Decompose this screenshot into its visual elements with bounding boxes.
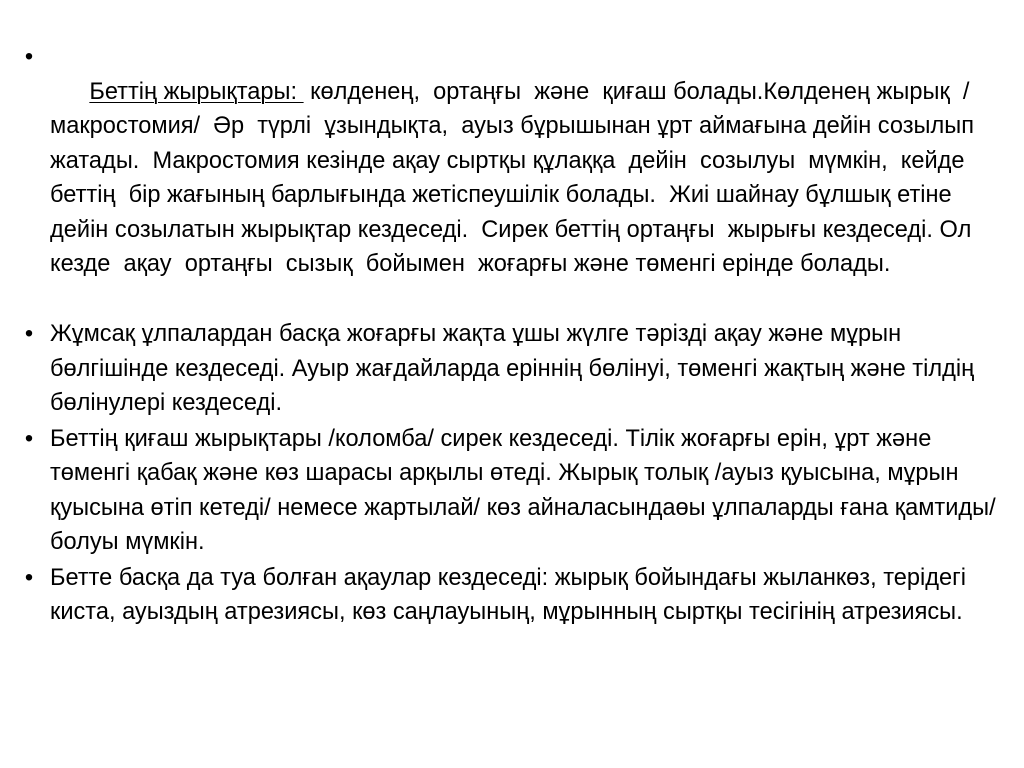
bullet-text: Бетте басқа да туа болған ақаулар кездеседі: жырық бойындағы жыланкөз, терідегі киста, ауыздың атрезиясы, көз саңлауының, мұрынның сыртқы тесігінің атрезиясы. <box>50 564 966 625</box>
bullet-item-oblique-clefts <box>22 422 1007 560</box>
bullet-icon: • <box>24 321 34 347</box>
bullet-item-other-defects <box>22 561 1007 630</box>
bullet-item-facial-clefts <box>22 40 1007 316</box>
bullet-item-soft-tissue <box>22 317 1007 421</box>
bullet-lead-underlined: Беттің жырықтары: <box>89 78 304 105</box>
bullet-icon: • <box>24 44 34 70</box>
bullet-text: Жұмсақ ұлпалардан басқа жоғарғы жақта ұшы жүлге тәрізді ақау және мұрын бөлгішінде кездеседі. Ауыр жағдайларда еріннің бөлінуі, төменгі жақтың және тілдің бөлінулері кездеседі. <box>50 321 975 416</box>
bullet-list <box>22 40 1007 631</box>
bullet-text: көлденең, ортаңғы және қиғаш болады.Көлденең жырық /макростомия/ Әр түрлі ұзындықта, ауыз бұрышынан ұрт аймағына дейін созылып жатады. Макростомия кезінде ақау сыртқы құлаққа дейін созылуы мүмкін, кейде беттің бір жағының барлығында жетіспеушілік болады. Жиі шайнау бұлшық етіне дейін созылатын жырықтар кездеседі. Сирек беттің ортаңғы жырығы кездеседі. Ол кезде ақау ортаңғы сызық бойымен жоғарғы және төменгі ерінде болады. <box>50 78 985 277</box>
bullet-icon: • <box>24 425 34 452</box>
bullet-icon: • <box>24 564 34 591</box>
bullet-text: Беттің қиғаш жырықтары /коломба/ сирек кездеседі. Тілік жоғарғы ерін, ұрт және төменгі қабақ және көз шарасы арқылы өтеді. Жырық толық /ауыз қуысына, мұрын қуысына өтіп кетеді/ немесе жартылай/ көз айналасындаөы ұлпаларды ғана қамтиды/ болуы мүмкін. <box>50 425 996 555</box>
